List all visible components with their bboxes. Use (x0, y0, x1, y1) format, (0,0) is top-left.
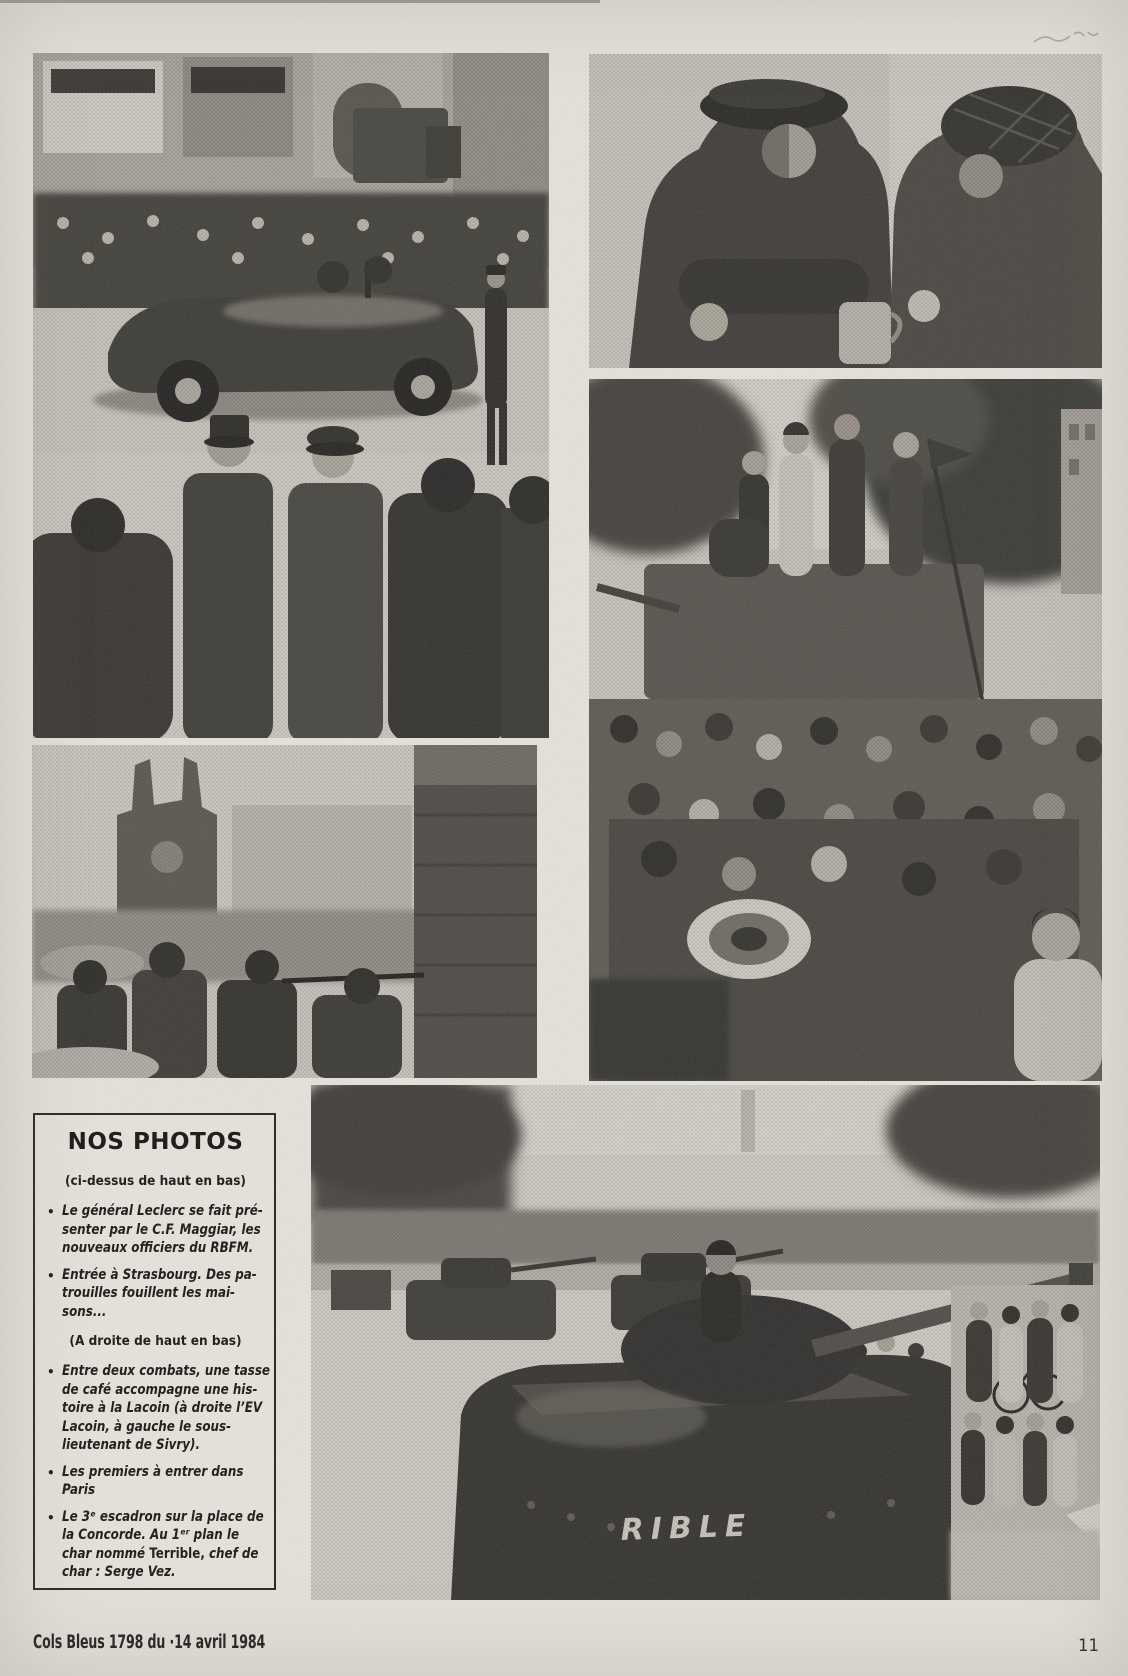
page-number: 11 (1078, 1636, 1099, 1655)
photo-concorde-terrible (311, 1085, 1100, 1600)
scan-edge-artifact (0, 0, 600, 3)
captions-box (33, 1113, 276, 1590)
pencil-mark (1030, 24, 1100, 50)
caption-coffee: • Entre deux combats, une tasse de café accompagne une his- toire à la Lacoin (à droite l’EV Lacoin, à gauche le sous- lieutenant de Sivry). (47, 1363, 270, 1453)
caption-leclerc: • Le général Leclerc se fait pré- senter par le C.F. Maggiar, les nouveaux officiers du RBFM. (47, 1203, 263, 1256)
issue-footer: Cols Bleus 1798 du ·14 avril 1984 (33, 1632, 266, 1653)
bullet-icon: • (47, 1268, 55, 1283)
photo-coffee-break (589, 54, 1102, 368)
photo-first-in-paris (589, 379, 1102, 1081)
caption-premiers-paris: • Les premiers à entrer dans Paris (47, 1463, 244, 1498)
bullet-icon: • (47, 1465, 55, 1480)
tank-name-roman: Terrible, (149, 1545, 205, 1562)
section-label-right: (A droite de haut en bas) (69, 1333, 242, 1349)
bullet-icon: • (47, 1510, 55, 1525)
photo-leclerc-presentation (33, 53, 549, 738)
caption-concorde: • Le 3ᵉ escadron sur la place de la Concorde. Au 1ᵉʳ plan le char nommé Terrible, chef de char : Serge Vez. (47, 1508, 264, 1580)
captions-title: NOS PHOTOS (67, 1129, 244, 1155)
photo-strasbourg-patrol (32, 745, 537, 1078)
section-label-above: (ci-dessus de haut en bas) (65, 1173, 246, 1189)
caption-strasbourg: • Entrée à Strasbourg. Des pa- trouilles fouillent les mai- sons... (47, 1266, 257, 1320)
bullet-icon: • (47, 1205, 55, 1219)
bullet-icon: • (47, 1365, 55, 1379)
